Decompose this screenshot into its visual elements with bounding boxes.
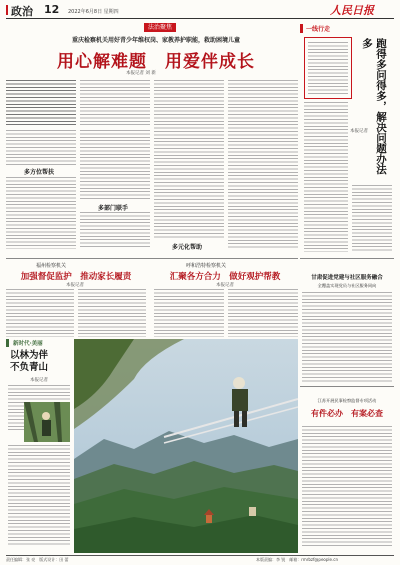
feature-headline: 以林为伴 不负青山 <box>10 350 49 373</box>
body-text-col1 <box>6 130 76 165</box>
section-head-3: 多元化帮助 <box>172 244 203 251</box>
right-column-lower <box>300 258 394 553</box>
mid-text-2b <box>228 289 298 337</box>
footer-rule <box>6 555 394 556</box>
mid-row <box>6 258 298 338</box>
mid-byline-1: 本报记者 <box>66 283 84 288</box>
side-vertical-headline: 跑得多问得多，解决问题办法多 <box>361 38 387 175</box>
mid-headline-2: 汇聚各方合力 做好观护帮教 <box>169 272 281 282</box>
page-number: 12 <box>44 3 60 16</box>
column-tag <box>144 23 176 32</box>
right-top-rule <box>300 258 394 259</box>
body-text-col2 <box>80 130 150 200</box>
section-title: 政治 <box>11 5 33 18</box>
feature-small-photo <box>24 402 70 442</box>
lead-paragraph <box>6 80 76 125</box>
page-footer <box>6 555 394 563</box>
mid-text-1b <box>78 289 146 337</box>
body-text-col1b <box>6 177 76 249</box>
feature-byline: 本报记者 <box>30 378 48 383</box>
article-byline: 本报记者 刘 新 <box>126 71 156 76</box>
side-column <box>300 20 394 257</box>
issue-date: 2022年6月8日 星期四 <box>68 9 119 15</box>
masthead <box>0 0 400 20</box>
forest-photo <box>74 339 298 553</box>
right-mid-rule <box>300 386 394 387</box>
right-kicker-2: 江苏开展民事检察监督专项活动 <box>317 398 377 403</box>
mid-row-rule <box>6 258 298 259</box>
side-intro-box <box>304 37 352 99</box>
footer-left: 责任编辑：张 亮 版式设计：田 蕾 <box>6 557 69 562</box>
body-text-col4 <box>228 80 298 250</box>
side-byline: 本报记者 <box>350 129 368 134</box>
article-kicker: 重庆检察机关用好青少年维权岗、家教养护职能，救助困境儿童 <box>71 37 240 44</box>
mid-byline-2: 本报记者 <box>216 283 234 288</box>
section-head-1: 多方位帮扶 <box>24 169 55 176</box>
right-text-1 <box>302 292 392 382</box>
right-headline: 有件必办 有案必查 <box>311 408 383 418</box>
body-text-col2b <box>80 212 150 249</box>
side-body-text-2 <box>352 185 392 253</box>
article-headline: 用心解难题 用爱伴成长 <box>57 52 255 72</box>
mid-text-2a <box>154 289 224 337</box>
newspaper-logo: 人民日报 <box>330 4 374 17</box>
forester-image <box>24 402 70 442</box>
feature-tag <box>6 339 75 347</box>
right-text-2 <box>302 426 392 546</box>
body-text-col3 <box>154 80 224 240</box>
feature-article <box>6 339 72 553</box>
feature-text-2 <box>8 445 70 545</box>
mid-text-1a <box>6 289 74 337</box>
mid-headline-1: 加强督促监护 推动家长履责 <box>20 272 132 282</box>
right-kicker: 甘肃促进党建与社区服务融合 <box>311 275 383 281</box>
mid-kicker-1: 福州检察机关 <box>36 263 67 269</box>
feature-tag-label: 新时代·美丽 <box>13 341 43 347</box>
footer-right: 本版责编：李 锐 邮箱：rmrbzf@people.cn <box>256 557 338 562</box>
column-tag-label: 法治聚焦 <box>148 24 173 31</box>
side-intro-text <box>308 42 348 94</box>
mid-kicker-2: 呼和浩特检察机关 <box>186 263 227 269</box>
section-marker <box>6 5 8 15</box>
side-tag: 一线行走 <box>306 26 331 33</box>
lead-paragraph-cont <box>80 80 150 125</box>
masthead-rule <box>6 18 394 19</box>
section-head-2: 多部门联手 <box>98 205 129 212</box>
mountain-forest-image <box>74 339 298 553</box>
side-body-text <box>304 102 348 252</box>
top-article <box>6 20 298 257</box>
right-subhead: 全覆盖实现党员与社区服务同向 <box>317 283 377 288</box>
